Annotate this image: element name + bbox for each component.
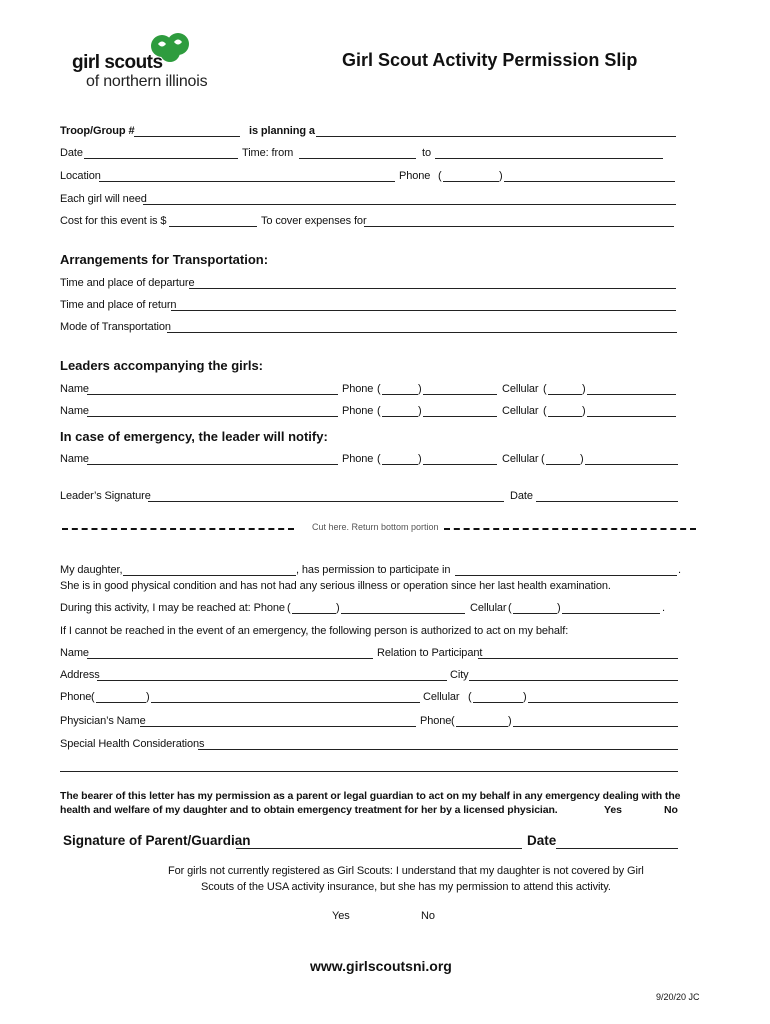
insurance-yes[interactable]: Yes	[332, 910, 350, 922]
insurance-no[interactable]: No	[421, 910, 435, 922]
emergency-paren-close: )	[418, 453, 422, 465]
address-label: Address	[60, 669, 100, 681]
departure-label: Time and place of departure	[60, 277, 195, 289]
page-title: Girl Scout Activity Permission Slip	[342, 50, 638, 70]
emergency-phone-input[interactable]	[423, 464, 497, 465]
location-label: Location	[60, 170, 101, 182]
time-from-input[interactable]	[299, 158, 416, 159]
return-label: Time and place of return	[60, 299, 177, 311]
insurance-line1: For girls not currently registered as Girl Scouts: I understand that my daughter is not covered by Girl	[168, 865, 644, 877]
planning-label: is planning a	[249, 125, 315, 137]
location-phone-paren-open: (	[438, 170, 442, 182]
participate-input[interactable]	[455, 575, 677, 576]
cut-line-right	[444, 528, 696, 530]
daughter-name-input[interactable]	[123, 575, 296, 576]
leader1-name-input[interactable]	[87, 394, 338, 395]
time-to-input[interactable]	[435, 158, 663, 159]
parent-date-label: Date	[527, 833, 557, 848]
reached-label: During this activity, I may be reached at: Phone	[60, 602, 285, 614]
mode-label: Mode of Transportation	[60, 321, 171, 333]
city-input[interactable]	[469, 680, 678, 681]
leader-signature-label: Leader’s Signature	[60, 490, 151, 502]
parent-date-input[interactable]	[556, 848, 678, 849]
emergency-name-label: Name	[60, 453, 89, 465]
transport-heading: Arrangements for Transportation:	[60, 252, 269, 267]
emergency-heading: In case of emergency, the leader will notify:	[60, 429, 328, 444]
departure-input[interactable]	[189, 288, 676, 289]
location-phone-label: Phone	[399, 170, 431, 182]
parent-signature-input[interactable]	[236, 848, 522, 849]
address-input[interactable]	[97, 680, 447, 681]
leader2-paren-open: (	[377, 405, 381, 417]
contact-area-input[interactable]	[96, 702, 146, 703]
location-phone-input[interactable]	[504, 181, 675, 182]
consent-no[interactable]: No	[664, 804, 678, 816]
physician-phone-input[interactable]	[513, 726, 678, 727]
return-input[interactable]	[171, 310, 676, 311]
mode-input[interactable]	[167, 332, 677, 333]
leader2-cell-label: Cellular	[502, 405, 539, 417]
contact-cell-area-input[interactable]	[473, 702, 523, 703]
cut-line-left	[62, 528, 294, 530]
time-to-label: to	[422, 147, 431, 159]
contact-phone-input[interactable]	[151, 702, 420, 703]
leader2-cell-paren-close: )	[582, 405, 586, 417]
physician-phone-label: Phone	[420, 715, 452, 727]
leader1-name-label: Name	[60, 383, 89, 395]
contact-cell-input[interactable]	[528, 702, 678, 703]
leader-date-label: Date	[510, 490, 533, 502]
parent-signature-label: Signature of Parent/Guardian	[63, 833, 251, 848]
reached-cell-paren-open: (	[508, 602, 512, 614]
daughter-label: My daughter,	[60, 564, 123, 576]
relation-label: Relation to Participant	[377, 647, 483, 659]
reached-period: .	[662, 602, 665, 614]
leader1-phone-label: Phone	[342, 383, 374, 395]
reached-cell-paren-close: )	[557, 602, 561, 614]
leaders-heading: Leaders accompanying the girls:	[60, 358, 264, 373]
cut-label: Cut here. Return bottom portion	[312, 522, 439, 532]
leader2-cell-paren-open: (	[543, 405, 547, 417]
leader1-paren-open: (	[377, 383, 381, 395]
health-considerations-input[interactable]	[198, 749, 678, 750]
leader-date-input[interactable]	[536, 501, 678, 502]
leader1-paren-close: )	[418, 383, 422, 395]
reached-cell-label: Cellular	[470, 602, 507, 614]
expenses-label: To cover expenses for	[261, 215, 367, 227]
contact-cell-label: Cellular	[423, 691, 460, 703]
time-from-label: Time: from	[242, 147, 294, 159]
activity-input[interactable]	[316, 136, 676, 137]
reached-paren-open: (	[287, 602, 291, 614]
emergency-paren-open: (	[377, 453, 381, 465]
emergency-area-input[interactable]	[382, 464, 418, 465]
logo-text-secondary: of northern illinois	[86, 73, 208, 90]
cost-input[interactable]	[169, 226, 257, 227]
reached-cell-area-input[interactable]	[513, 613, 557, 614]
physician-label: Physician’s Name	[60, 715, 146, 727]
leader2-name-input[interactable]	[87, 416, 338, 417]
troop-input[interactable]	[134, 136, 240, 137]
leader1-area-input[interactable]	[382, 394, 418, 395]
contact-paren-open: (	[91, 691, 95, 703]
leader-signature-input[interactable]	[148, 501, 504, 502]
need-input[interactable]	[143, 204, 676, 205]
reached-phone-input[interactable]	[341, 613, 465, 614]
logo	[70, 30, 230, 92]
reached-cell-input[interactable]	[562, 613, 660, 614]
troop-label: Troop/Group #	[60, 125, 135, 137]
emergency-cell-input[interactable]	[585, 464, 678, 465]
leader2-phone-label: Phone	[342, 405, 374, 417]
location-input[interactable]	[99, 181, 395, 182]
contact-name-label: Name	[60, 647, 89, 659]
emergency-name-input[interactable]	[87, 464, 338, 465]
footer-code: 9/20/20 JC	[656, 992, 700, 1002]
health-considerations-input-line2[interactable]	[60, 771, 678, 772]
relation-input[interactable]	[478, 658, 678, 659]
consent-line1: The bearer of this letter has my permission as a parent or legal guardian to act on my behalf in any emergency dealing with the	[60, 790, 681, 802]
physician-name-input[interactable]	[140, 726, 416, 727]
emergency-cell-label: Cellular	[502, 453, 539, 465]
location-phone-paren-close: )	[499, 170, 503, 182]
consent-line2: health and welfare of my daughter and to obtain emergency treatment for her by a licensed physician.	[60, 804, 558, 816]
leader1-cell-input[interactable]	[587, 394, 676, 395]
emergency-phone-label: Phone	[342, 453, 374, 465]
expenses-input[interactable]	[364, 226, 674, 227]
leader2-paren-close: )	[418, 405, 422, 417]
consent-yes[interactable]: Yes	[604, 804, 622, 816]
permission-period: .	[678, 564, 681, 576]
physician-area-input[interactable]	[456, 726, 508, 727]
date-label: Date	[60, 147, 83, 159]
leader1-phone-input[interactable]	[423, 394, 497, 395]
insurance-line2: Scouts of the USA activity insurance, but she has my permission to attend this activity.	[201, 881, 611, 893]
authorized-statement: If I cannot be reached in the event of an emergency, the following person is authorized to act on my behalf:	[60, 625, 569, 637]
contact-name-input[interactable]	[87, 658, 373, 659]
location-phone-area-input[interactable]	[443, 181, 499, 182]
emergency-cell-area-input[interactable]	[546, 464, 580, 465]
contact-paren-close: )	[146, 691, 150, 703]
contact-cell-paren-open: (	[468, 691, 472, 703]
reached-area-input[interactable]	[292, 613, 336, 614]
website-link[interactable]: www.girlscoutsni.org	[310, 958, 452, 974]
leader2-phone-input[interactable]	[423, 416, 497, 417]
leader1-cell-paren-open: (	[543, 383, 547, 395]
cost-label: Cost for this event is $	[60, 215, 167, 227]
emergency-cell-paren-open: (	[541, 453, 545, 465]
physician-paren-open: (	[451, 715, 455, 727]
health-considerations-label: Special Health Considerations	[60, 738, 205, 750]
logo-text-primary: girl scouts	[72, 52, 163, 73]
leader2-cell-area-input[interactable]	[548, 416, 582, 417]
emergency-cell-paren-close: )	[580, 453, 584, 465]
leader2-cell-input[interactable]	[587, 416, 676, 417]
contact-phone-label: Phone	[60, 691, 92, 703]
need-label: Each girl will need	[60, 193, 147, 205]
permission-label: , has permission to participate in	[296, 564, 451, 576]
health-statement: She is in good physical condition and has not had any serious illness or operation since her last health examination.	[60, 580, 611, 592]
leader1-cell-area-input[interactable]	[548, 394, 582, 395]
leader1-cell-paren-close: )	[582, 383, 586, 395]
physician-paren-close: )	[508, 715, 512, 727]
contact-cell-paren-close: )	[523, 691, 527, 703]
city-label: City	[450, 669, 469, 681]
reached-paren-close: )	[336, 602, 340, 614]
leader2-name-label: Name	[60, 405, 89, 417]
date-input[interactable]	[84, 158, 238, 159]
leader2-area-input[interactable]	[382, 416, 418, 417]
leader1-cell-label: Cellular	[502, 383, 539, 395]
